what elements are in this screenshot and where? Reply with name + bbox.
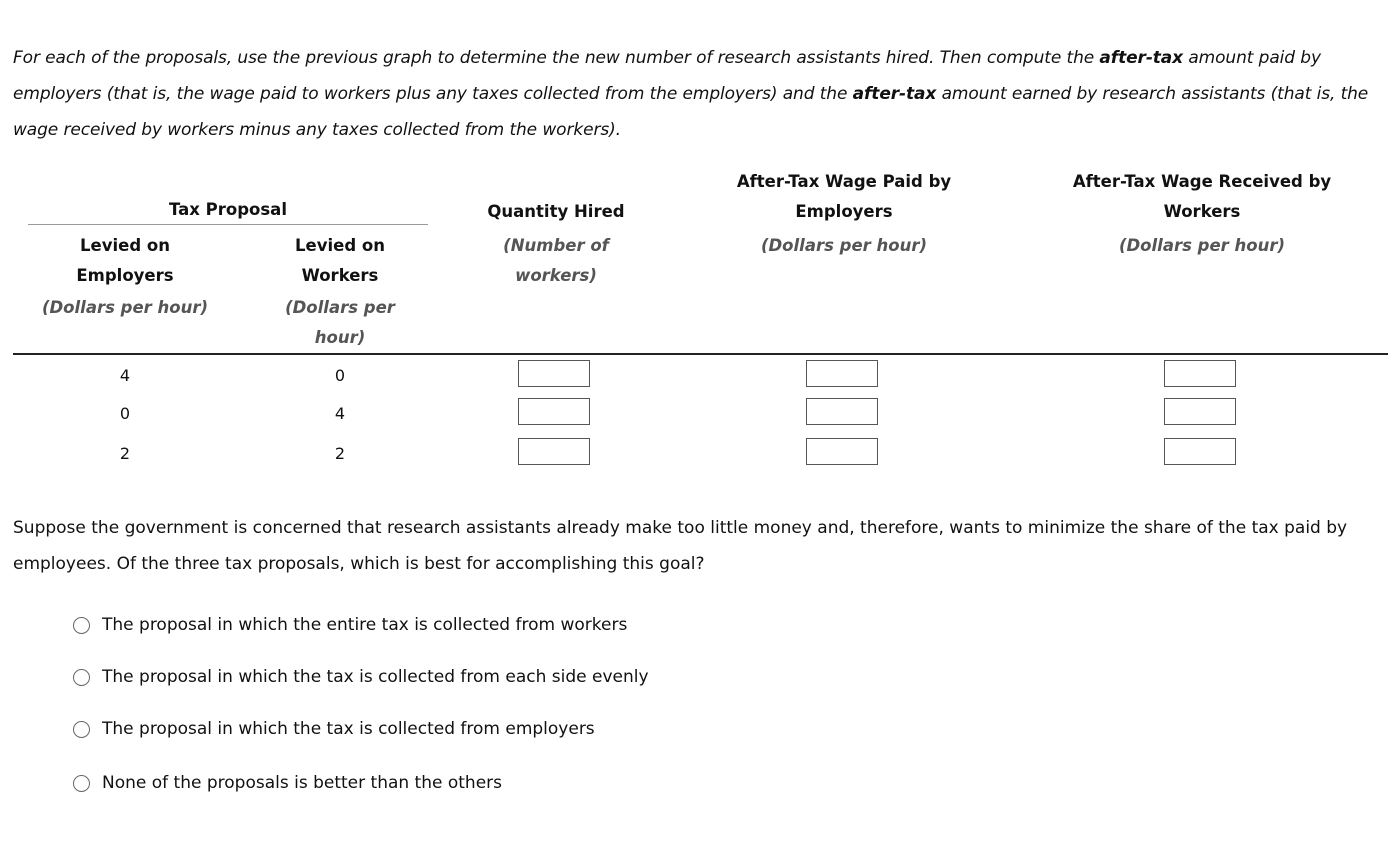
row2-workers-tax: 4 [334, 404, 346, 423]
row2-quantity-input[interactable] [518, 398, 590, 425]
received-header-line1: After-Tax Wage Received by [1072, 172, 1332, 191]
intro-bold-1: after-tax [1099, 48, 1184, 68]
question-text: Suppose the government is concerned that research assistants already make too little money and, therefore, wants to minimize the share of the tax paid by employees. Of the three tax proposals, which is best for accomplishing this goal? [13, 518, 1348, 574]
row3-employers-tax: 2 [119, 444, 131, 463]
row2-employers-tax: 0 [119, 404, 131, 423]
header-divider [13, 353, 1388, 355]
row1-quantity-input[interactable] [518, 360, 590, 387]
option-label: The proposal in which the entire tax is collected from workers [102, 615, 628, 635]
paid-units: (Dollars per hour) [760, 236, 928, 255]
workers-header-line1: Levied on [295, 236, 385, 255]
row1-workers-tax: 0 [334, 366, 346, 385]
radio-button[interactable] [73, 669, 90, 686]
intro-text-1: For each of the proposals, use the previous graph to determine the new number of research assistants hired. Then compute the [13, 48, 1100, 68]
tax-proposal-header: Tax Proposal [169, 200, 287, 219]
workers-header-line2: Workers [301, 266, 379, 285]
employers-header-line2: Employers [76, 266, 174, 285]
row3-received-input[interactable] [1164, 438, 1236, 465]
row1-employers-tax: 4 [119, 366, 131, 385]
intro-text-3: amount earned by research assistants (that is, the wage received by workers minus any taxes collected from the workers). [13, 84, 1369, 140]
option-employers[interactable] [73, 718, 595, 740]
received-units: (Dollars per hour) [1118, 236, 1286, 255]
row2-paid-input[interactable] [806, 398, 878, 425]
option-workers[interactable] [73, 614, 627, 636]
option-label: The proposal in which the tax is collected from employers [102, 719, 595, 739]
radio-button[interactable] [73, 775, 90, 792]
quantity-units-line1: (Number of [503, 236, 609, 255]
quantity-header: Quantity Hired [487, 202, 625, 221]
employers-header-line1: Levied on [80, 236, 170, 255]
row3-quantity-input[interactable] [518, 438, 590, 465]
option-evenly[interactable] [73, 666, 649, 688]
row3-workers-tax: 2 [334, 444, 346, 463]
radio-button[interactable] [73, 721, 90, 738]
tax-proposal-divider [28, 224, 428, 225]
workers-units-line2: hour) [314, 328, 366, 347]
paid-header-line1: After-Tax Wage Paid by [736, 172, 952, 191]
received-header-line2: Workers [1163, 202, 1241, 221]
row2-received-input[interactable] [1164, 398, 1236, 425]
intro-text-2: amount paid by employers (that is, the wage paid to workers plus any taxes collected from the employers) and the [13, 48, 1321, 104]
option-label: None of the proposals is better than the others [102, 773, 503, 793]
row1-received-input[interactable] [1164, 360, 1236, 387]
option-label: The proposal in which the tax is collected from each side evenly [102, 667, 649, 687]
row3-paid-input[interactable] [806, 438, 878, 465]
paid-header-line2: Employers [795, 202, 893, 221]
option-none[interactable] [73, 772, 502, 794]
workers-units-line1: (Dollars per [285, 298, 395, 317]
row1-paid-input[interactable] [806, 360, 878, 387]
quantity-units-line2: workers) [515, 266, 597, 285]
employers-units: (Dollars per hour) [41, 298, 209, 317]
intro-bold-2: after-tax [852, 84, 937, 104]
radio-button[interactable] [73, 617, 90, 634]
